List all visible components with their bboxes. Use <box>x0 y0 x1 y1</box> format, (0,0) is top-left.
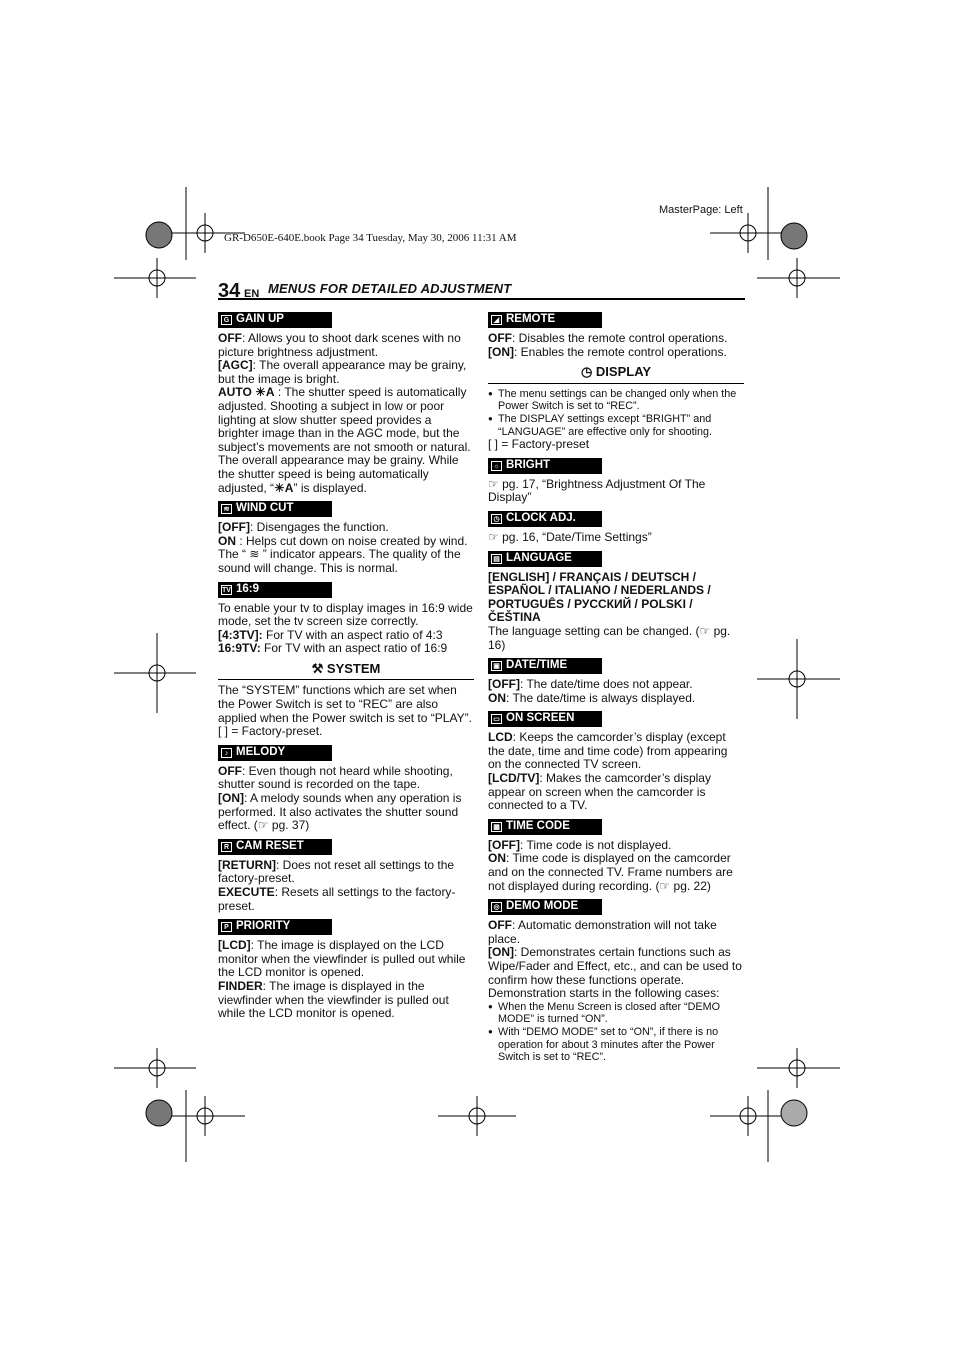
wind-icon: ≋ <box>221 504 232 514</box>
calendar-icon: ▣ <box>491 661 502 671</box>
system-heading: ⚒ SYSTEM <box>311 660 381 676</box>
remote-bar: ◢ REMOTE <box>488 312 602 328</box>
display-divider <box>488 383 744 384</box>
page-header <box>218 280 745 300</box>
page-number: 34 <box>218 280 241 302</box>
left-column: G GAIN UP OFF: Allows you to shoot dark scenes with no picture brightness adjustment. [AGC]: The overall appearance may be grainy, but the image is bright. AUTO ☀A : The shutter speed is automatically adjusted. Shooting a subject in low or poor lighting at slow shutter speed provides a brighter image than in the AGC mode, but the subject’s movements are not smooth or natural. The overall appearance may be grainy. While the shutter speed is being automatically adjusted, “☀A” is displayed. ≋ WIND CUT [OFF]: Disengages the function. ON : Helps cut down on noise created by wind. The “ ≋ ” indicator appears. The quality of the sound will change. This is normal. TV 16:9 To enable your tv to display images in 16:9 wide mode, set the tv screen size correctly. [4:3TV]: For TV with an aspect ratio of 4:3 16:9TV: For TV with an aspect ratio of 16:9 ⚒ SYSTEM The “SYSTEM” functions which are set when the Power Switch is set to “REC” are also applied when the Power switch is set to “PLAY”. [ ] = Factory-preset. ♪ MELODY OFF: Even though not heard while shooting, shutter sound is recorded on the tape. [ON]: A melody sounds when any operation is performed. It also activates the shutter sound effect. (☞ pg. 37) R CAM RESET [RETURN]: Does not reset all settings to the factory-preset. EXECUTE: Resets all settings to the factory-preset. P PRIORITY [LCD]: The image is displayed on the LCD monitor when the viewfinder is pulled out while the LCD monitor is opened. FINDER: The image is displayed in the viewfinder when the viewfinder is pulled out while the LCD monitor is opened. <box>218 313 473 1021</box>
language-code: EN <box>244 288 260 300</box>
gain-up-icon: G <box>221 315 232 325</box>
reset-icon: R <box>221 842 232 852</box>
clock-adj-bar: ◷ CLOCK ADJ. <box>488 511 602 527</box>
page-title: MENUS FOR DETAILED ADJUSTMENT <box>268 281 512 296</box>
system-divider <box>218 679 474 680</box>
cam-reset-bar: R CAM RESET <box>218 839 332 855</box>
on-screen-bar: ▭ ON SCREEN <box>488 711 602 727</box>
language-icon: ▤ <box>491 554 502 564</box>
time-code-bar: ▦ TIME CODE <box>488 819 602 835</box>
date-time-bar: ▣ DATE/TIME <box>488 658 602 674</box>
right-column: ◢ REMOTE OFF: Disables the remote control operations. [ON]: Enables the remote control operations. ◷ DISPLAY ● The menu settings can be changed only when the Power Switch is set to “REC”. ● The DISPLAY settings except “BRIGHT” and “LANGUAGE” are effective only for shooting. [ ] = Factory-preset ☼ BRIGHT ☞ pg. 17, “Brightness Adjustment Of The Display” ◷ CLOCK ADJ. ☞ pg. 16, “Date/Time Settings” ▤ LANGUAGE [ENGLISH] / FRANÇAIS / DEUTSCH / ESPAÑOL / ITALIANO / NEDERLANDS / PORTUGUÊS / РУССКИЙ / POLSKI / ČEŠTINA The language setting can be changed. (☞ pg. 16) ▣ DATE/TIME [OFF]: The date/time does not appear. ON: The date/time is always displayed. ▭ ON SCREEN LCD: Keeps the camcorder’s display (except the date, time and time code) from appearing on the connected TV screen. [LCD/TV]: Makes the camcorder’s display appear on screen when the camcorder is connected to a TV. ▦ TIME CODE [OFF]: Time code is not displayed. ON: Time code is displayed on the camcorder and on the connected TV. Frame numbers are not displayed during recording. (☞ pg. 22) ◎ DEMO MODE OFF: Automatic demonstration will not take place. [ON]: Demonstrates certain functions such as Wipe/Fader and Effect, etc., and can be used to confirm how these functions operate. Demonstration starts in the following cases: ● When the Menu Screen is closed after “DEMO MODE” is turned “ON”. ● With “DEMO MODE” set to “ON”, if there is no operation for about 3 minutes after the Power Switch is set to “REC”. <box>488 307 744 1064</box>
gain-up-bar: G GAIN UP <box>218 312 332 328</box>
priority-bar: P PRIORITY <box>218 919 332 935</box>
print-line: GR-D650E-640E.book Page 34 Tuesday, May 30, 2006 11:31 AM <box>224 232 517 244</box>
bright-bar: ☼ BRIGHT <box>488 458 602 474</box>
time-code-icon: ▦ <box>491 822 502 832</box>
melody-icon: ♪ <box>221 748 232 758</box>
screen-icon: ▭ <box>491 714 502 724</box>
master-page-label: MasterPage: Left <box>659 204 743 216</box>
tv-icon: TV <box>222 586 231 594</box>
priority-icon: P <box>221 922 232 932</box>
demo-icon: ◎ <box>491 902 502 912</box>
language-bar: ▤ LANGUAGE <box>488 551 602 567</box>
demo-mode-bar: ◎ DEMO MODE <box>488 899 602 915</box>
melody-bar: ♪ MELODY <box>218 745 332 761</box>
clock-icon: ◷ <box>580 364 593 380</box>
remote-icon: ◢ <box>491 315 502 325</box>
brightness-icon: ☼ <box>491 461 502 471</box>
ratio-bar: TV 16:9 <box>218 582 332 598</box>
clock-adj-icon: ◷ <box>491 514 502 524</box>
wrench-icon: ⚒ <box>311 660 324 676</box>
wind-cut-bar: ≋ WIND CUT <box>218 501 332 517</box>
display-heading: ◷ DISPLAY <box>580 364 652 380</box>
